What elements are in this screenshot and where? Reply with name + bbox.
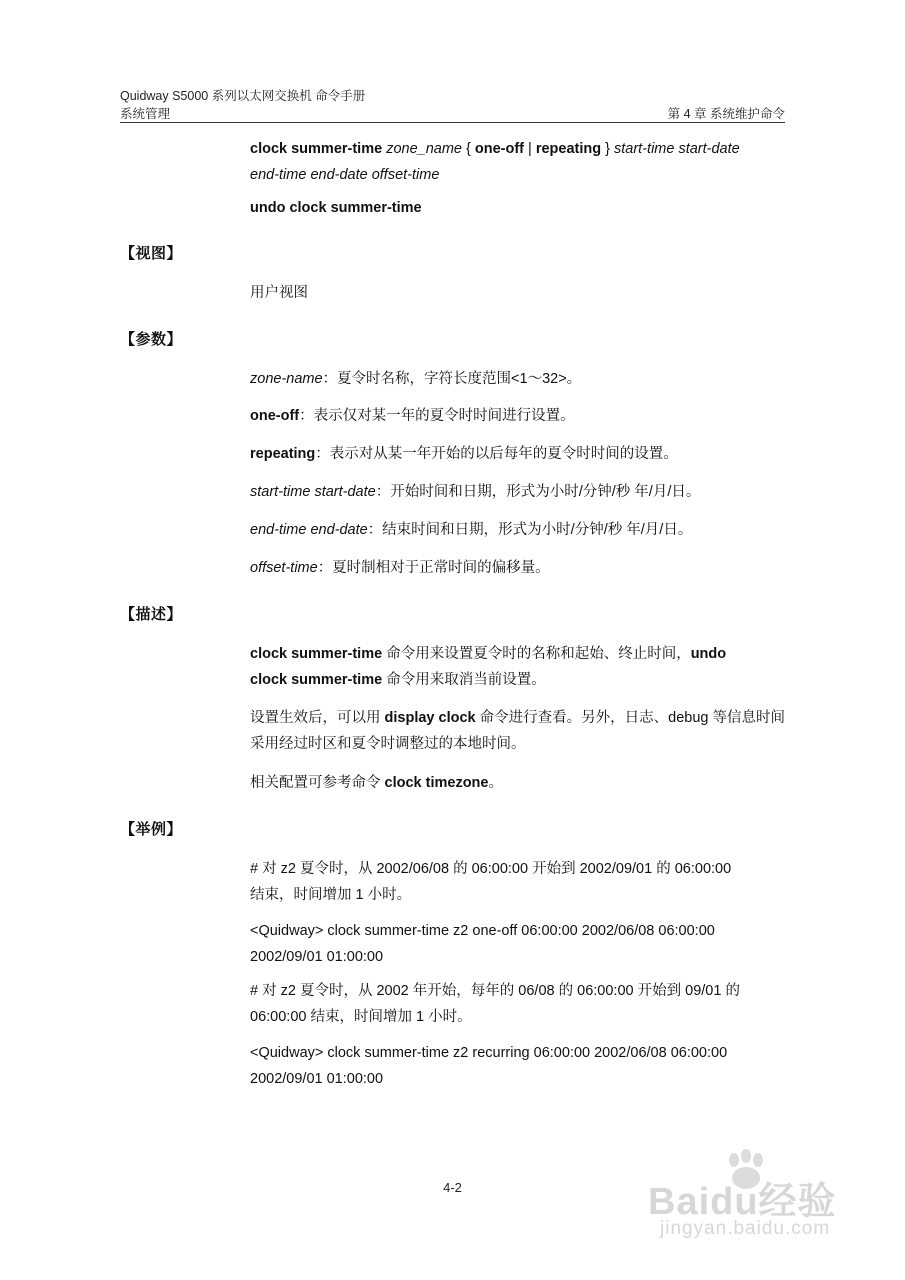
param-item	[250, 403, 785, 429]
desc-text: 相关配置可参考命令	[250, 775, 385, 791]
syntax-oneoff: one-off	[474, 141, 525, 157]
desc-text: 。	[488, 775, 503, 791]
desc-cmd: clock timezone	[384, 775, 489, 791]
param-name: start-time start-date	[250, 484, 376, 500]
param-item	[250, 517, 785, 543]
example-line: # 对 z2 夏令时，从 2002 年开始，每年的 06/08 的 06:00:00 开始到 09/01 的	[250, 983, 740, 999]
section-example: 【举例】	[120, 820, 183, 838]
syntax-repeating: repeating	[535, 141, 602, 157]
syntax-brace-open: {	[461, 141, 475, 157]
section-view: 【视图】	[120, 244, 183, 262]
header-section-right: 第 4 章 系统维护命令	[667, 107, 785, 121]
desc-cmd: clock summer-time	[250, 672, 383, 688]
example-block	[250, 918, 785, 970]
example-block	[250, 1040, 785, 1092]
param-item	[250, 441, 785, 467]
watermark-url: jingyan.baidu.com	[660, 1218, 831, 1239]
page-number: 4-2	[443, 1180, 462, 1195]
param-name: repeating	[250, 446, 316, 462]
desc-cmd: display clock	[384, 710, 476, 726]
desc-cmd: clock summer-time	[250, 646, 383, 662]
example-line: # 对 z2 夏令时，从 2002/06/08 的 06:00:00 开始到 2002/09/01 的 06:00:00	[250, 861, 732, 877]
desc-text: 命令进行查看。另外，日志、debug 等信息时间采用经过时区和夏令时调整过的本地时间。	[250, 710, 785, 752]
param-name: zone-name	[250, 371, 323, 387]
syntax-undo-cmd: undo clock summer-time	[250, 200, 422, 216]
example-line: <Quidway> clock summer-time z2 recurring 06:00:00 2002/06/08 06:00:00	[250, 1045, 728, 1061]
desc-paragraph-3	[250, 770, 785, 796]
param-item	[250, 366, 785, 392]
syntax-sep: |	[524, 141, 536, 157]
param-name: end-time end-date	[250, 522, 368, 538]
param-desc: ：夏时制相对于正常时间的偏移量。	[317, 560, 550, 576]
section-description: 【描述】	[120, 605, 183, 623]
example-block	[250, 978, 785, 1030]
syntax-undo	[250, 195, 785, 221]
desc-text: 命令用来取消当前设置。	[382, 672, 546, 688]
section-params: 【参数】	[120, 330, 183, 348]
param-item	[250, 555, 785, 581]
desc-text: 命令用来设置夏令时的名称和起始、终止时间，	[382, 646, 691, 662]
desc-paragraph-1	[250, 641, 785, 693]
header-title: Quidway S5000 系列以太网交换机 命令手册	[120, 89, 366, 103]
syntax-zone-arg: zone_name	[386, 141, 462, 157]
syntax-line-2	[250, 162, 785, 188]
header-section-left: 系统管理	[120, 107, 171, 121]
param-name: one-off	[250, 408, 300, 424]
syntax-line-1	[250, 136, 785, 162]
syntax-brace-close: }	[601, 141, 615, 157]
example-line: <Quidway> clock summer-time z2 one-off 06:00:00 2002/06/08 06:00:00	[250, 923, 715, 939]
header-rule	[120, 122, 785, 123]
example-line: 结束，时间增加 1 小时。	[250, 887, 412, 903]
example-line: 2002/09/01 01:00:00	[250, 1071, 384, 1087]
example-line: 2002/09/01 01:00:00	[250, 949, 384, 965]
param-item	[250, 479, 785, 505]
param-desc: ：结束时间和日期，形式为小时/分钟/秒 年/月/日。	[367, 522, 693, 538]
desc-text: 设置生效后，可以用	[250, 710, 385, 726]
syntax-block	[250, 136, 785, 188]
desc-paragraph-2	[250, 705, 785, 757]
example-line: 06:00:00 结束，时间增加 1 小时。	[250, 1009, 472, 1025]
desc-undo: undo	[690, 646, 727, 662]
syntax-start-args: start-time start-date	[614, 141, 740, 157]
param-desc: ：表示仅对某一年的夏令时时间进行设置。	[299, 408, 575, 424]
syntax-cmd: clock summer-time	[250, 141, 383, 157]
syntax-end-args: end-time end-date offset-time	[250, 167, 440, 183]
param-name: offset-time	[250, 560, 318, 576]
watermark-brand: Baidu经验	[648, 1181, 837, 1223]
param-desc: ：开始时间和日期，形式为小时/分钟/秒 年/月/日。	[375, 484, 701, 500]
param-desc: ：夏令时名称，字符长度范围<1～32>。	[322, 371, 582, 387]
param-desc: ：表示对从某一年开始的以后每年的夏令时时间的设置。	[315, 446, 678, 462]
view-text: 用户视图	[250, 285, 308, 301]
example-block	[250, 856, 785, 908]
